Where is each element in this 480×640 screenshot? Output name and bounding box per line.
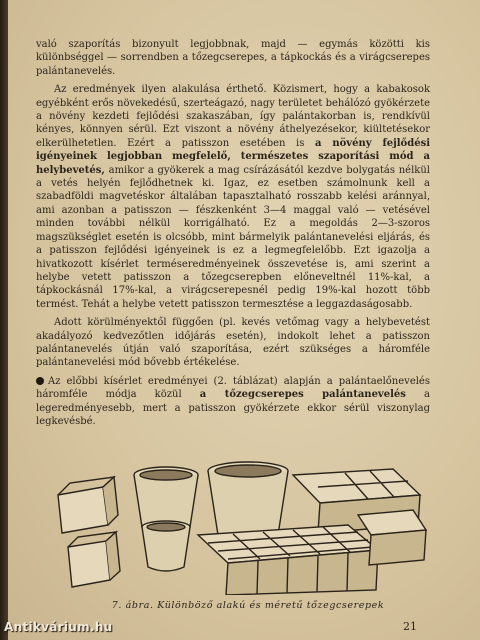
bullet-dot-icon xyxy=(36,377,44,385)
page-number: 21 xyxy=(403,620,417,633)
text-run: Az eredmények ilyen alakulása érthető. Közismert, hogy a kabakosok egyébként erős növekedésű, szerteágazó, nagy területet behálózó gyökérzete a növény kezdeti fejlődési szakaszában, így palántakorban is, rendkívül kényes, könnyen sérül. Ezt viszont a növény áthelyezésekor, kiültetésekor elkerülhetetlen. Ezért a patisszon esetében is xyxy=(36,84,430,149)
bold-emphasis: a tőzegcserepes palántanevelés xyxy=(199,389,406,401)
text-run: amikor a gyökerek a mag csírázásától kezdve bolygatás nélkül a vetés helyén fejlődhetnek ki. Igaz, ez esetben számolnunk kell a szabadföldi magvetéskor általában tapasztalható rosszabb kelési aránnyal, ami azonban a patisszon — fészkenként 3—4 maggal való — vetésével minden további nélkül korrigálható. Ez a megoldás 2—3-szoros magszükséglet esetén is olcsóbb, mint bármelyik palántanevelési eljárás, és a patisszon fejlődési igényeinek is ez a legmegfelelőbb. Ezt igazolja a hivatkozott kísérlet terméseredményeinek összevetése is, ami szerint a helybe vetett patisszon a tőzegcserepben előneveltnél 11%-kal, a tápkockásnál 17%-kal, a virágcserepesnél pedig 19%-kal hozott több termést. Tehát a helybe vetett patisszon termesztése a leggazdaságosabb. xyxy=(36,164,430,310)
body-text xyxy=(36,38,430,428)
book-spine-shadow xyxy=(0,0,8,640)
book-page xyxy=(8,0,480,640)
paragraph-4 xyxy=(36,375,430,429)
text-run: Adott körülményektől függően (pl. kevés vetőmag vagy a helybevetést akadályozó kedvezőtlen időjárás esetén), indokolt lehet a patisszon palántanevelés útján való szaporítása, ezért szükséges a háromféle palántanevelési mód bővebb értékelése. xyxy=(36,317,430,369)
paragraph-2 xyxy=(36,83,430,311)
paragraph-1 xyxy=(36,38,430,78)
figure-peat-pots-illustration xyxy=(48,455,428,595)
text-run: a legeredményesebb, mert a patisszon gyökérzete ekkor sérül viszonylag legkevésbé. xyxy=(36,389,430,427)
text-run: Az előbbi kísérlet eredményei (2. táblázat) alapján a palántaelőnevelés háromféle módja közül xyxy=(36,375,430,401)
paragraph-3 xyxy=(36,316,430,370)
watermark-logo: Antikvárium.hu xyxy=(4,620,113,634)
figure-caption: 7. ábra. Különböző alakú és méretű tőzegcserepek xyxy=(111,600,385,611)
bold-emphasis: a növény fejlődési igényeinek legjobban megfelelő, természetes szaporítási mód a helybevetés, xyxy=(36,137,430,176)
text-run: való szaporítás bizonyult legjobbnak, majd — egymás közötti kis különbséggel — sorrendben a tőzegcserepes, a tápkockás és a virágcserepes palántanevelés. xyxy=(36,39,430,77)
